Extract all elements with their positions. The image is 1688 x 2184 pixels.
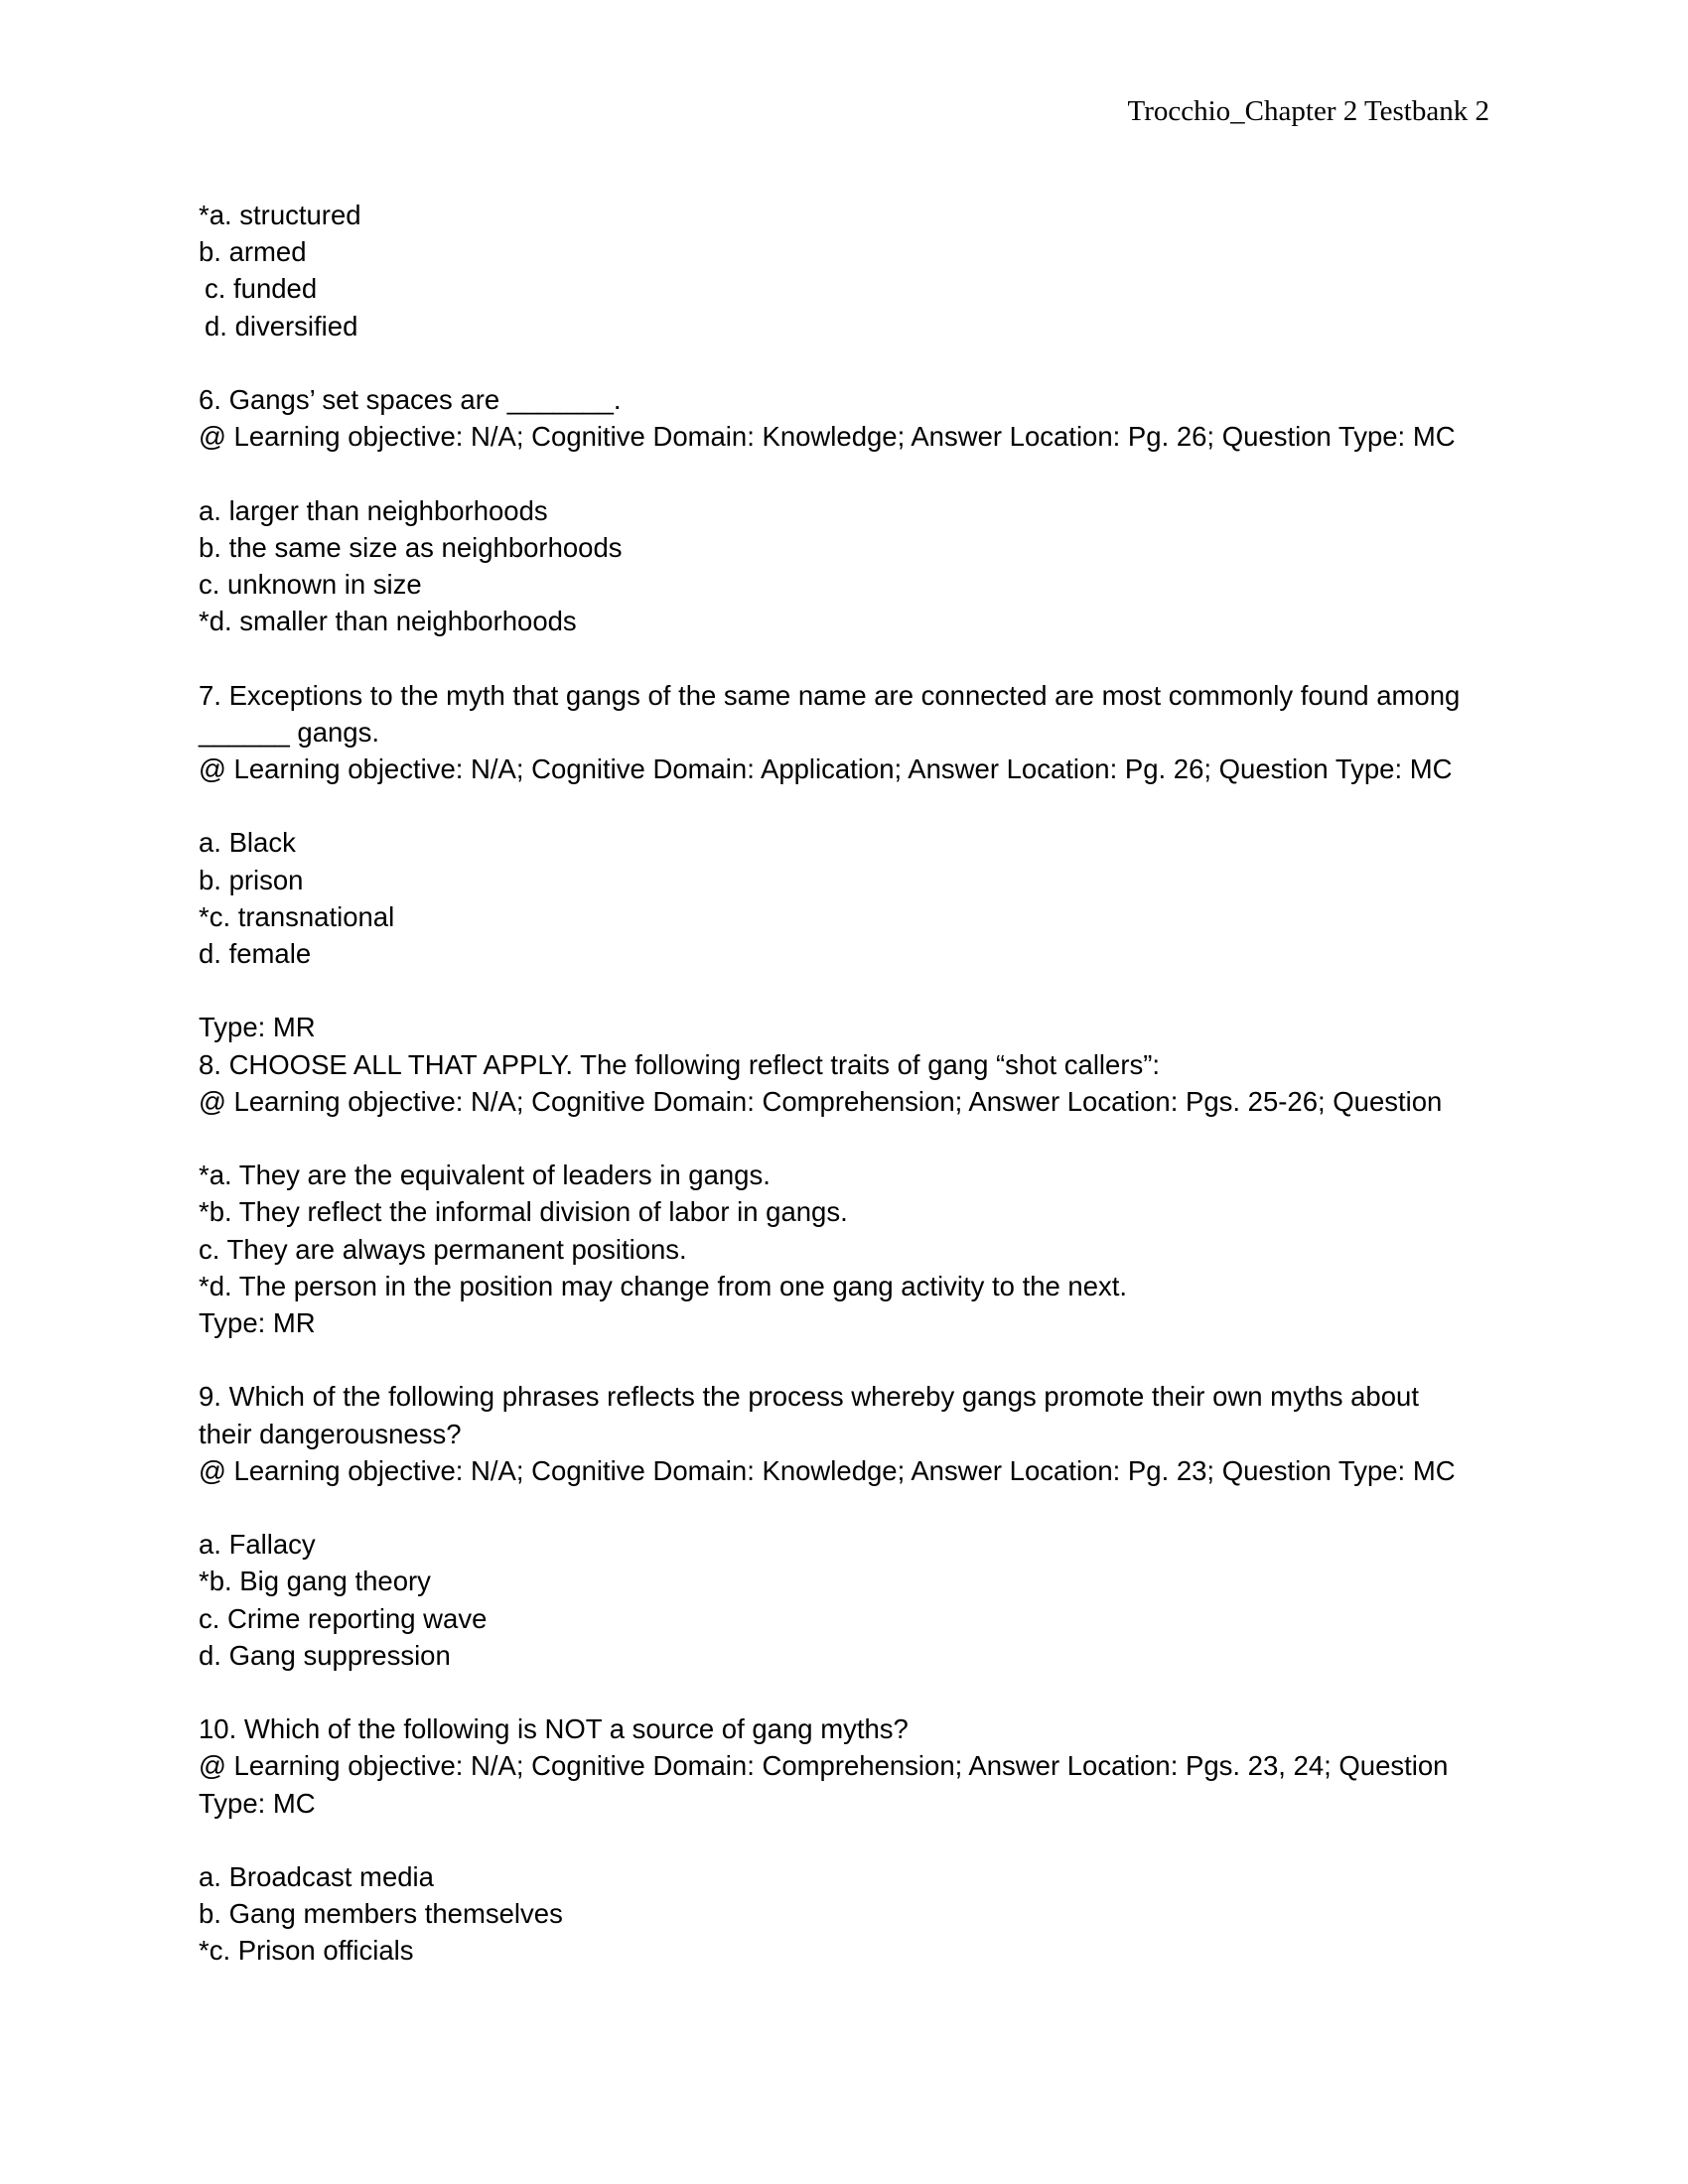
answer-option: a. Broadcast media [199,1860,434,1892]
answer-option: a. larger than neighborhoods [199,494,548,526]
question-stem-continued: ______ gangs. [199,716,379,748]
answer-option: a. Black [199,827,296,859]
answer-option: *d. The person in the position may change from one gang activity to the next. [199,1270,1128,1301]
question-metadata: @ Learning objective: N/A; Cognitive Domain: Application; Answer Location: Pg. 26; Question Type: MC [199,753,1453,784]
question-stem: 10. Which of the following is NOT a source of gang myths? [199,1713,909,1745]
question-6 [199,381,1499,639]
question-stem: 8. CHOOSE ALL THAT APPLY. The following reflect traits of gang “shot callers”: [199,1048,1161,1080]
question-stem: 7. Exceptions to the myth that gangs of the same name are connected are most commonly found among [199,679,1461,711]
testbank-page-body [199,197,1499,1970]
answer-option: c. funded [205,273,318,305]
answer-option: c. Crime reporting wave [199,1602,488,1634]
question-metadata: @ Learning objective: N/A; Cognitive Domain: Comprehension; Answer Location: Pgs. 23, 24; Question [199,1750,1449,1782]
answer-option: b. the same size as neighborhoods [199,531,623,563]
question-8 [199,1009,1499,1341]
answer-option: c. unknown in size [199,569,422,600]
question-metadata: @ Learning objective: N/A; Cognitive Domain: Comprehension; Answer Location: Pgs. 25-26; Question [199,1085,1443,1117]
answer-option: a. Fallacy [199,1529,316,1561]
answer-option: b. armed [199,236,307,268]
question-stem: 6. Gangs’ set spaces are _______. [199,384,622,415]
answer-option: c. They are always permanent positions. [199,1233,687,1265]
question-stem-continued: their dangerousness? [199,1418,462,1449]
question-10 [199,1710,1499,1969]
answer-option: *b. Big gang theory [199,1566,431,1597]
question-9 [199,1378,1499,1674]
answer-option: b. Gang members themselves [199,1898,563,1930]
answer-option: d. diversified [205,310,358,341]
question-metadata: @ Learning objective: N/A; Cognitive Domain: Knowledge; Answer Location: Pg. 23; Question Type: MC [199,1454,1456,1486]
answer-option: *a. They are the equivalent of leaders in gangs. [199,1160,771,1191]
question-type-label: Type: MR [199,1012,316,1043]
question-stem: 9. Which of the following phrases reflects the process whereby gangs promote their own myths about [199,1381,1419,1413]
answer-option: *b. They reflect the informal division of labor in gangs. [199,1196,848,1228]
answer-option: b. prison [199,864,304,895]
answer-option: *c. Prison officials [199,1935,414,1967]
answer-option: *d. smaller than neighborhoods [199,606,577,637]
answer-option: *a. structured [199,200,361,230]
question-metadata: @ Learning objective: N/A; Cognitive Domain: Knowledge; Answer Location: Pg. 26; Question Type: MC [199,421,1456,453]
answer-option: d. female [199,938,312,969]
running-header: Trocchio_Chapter 2 Testbank 2 [1127,95,1489,127]
question-5-options [199,197,1499,344]
answer-option: d. Gang suppression [199,1639,451,1671]
question-type-label: Type: MR [199,1307,316,1338]
question-7 [199,677,1499,973]
question-metadata-continued: Type: MC [199,1787,316,1819]
answer-option: *c. transnational [199,900,395,932]
